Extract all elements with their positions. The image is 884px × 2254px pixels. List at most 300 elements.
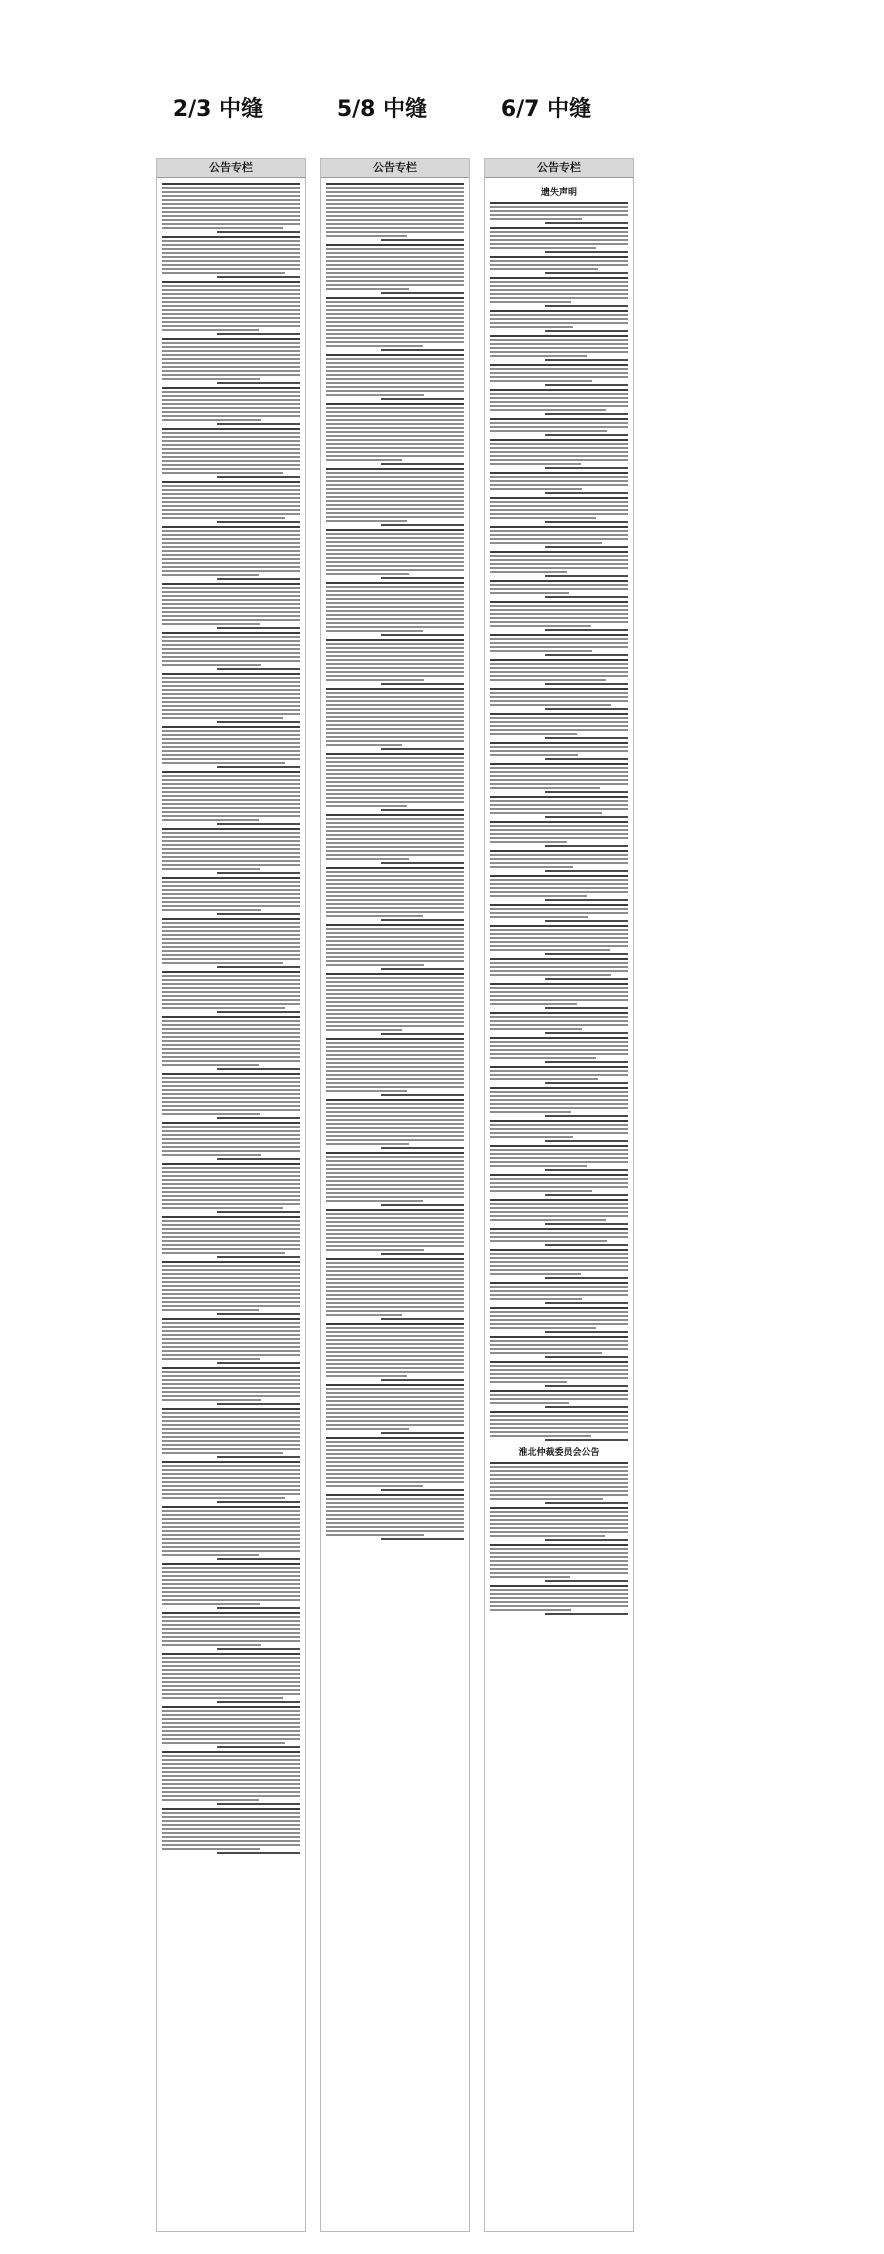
text-line <box>326 1445 464 1447</box>
text-line <box>326 1225 464 1227</box>
text-line <box>162 1101 300 1103</box>
text-line <box>490 297 628 299</box>
notice-entry <box>490 439 628 469</box>
text-line <box>326 712 464 714</box>
text-line <box>490 1470 628 1472</box>
text-line <box>490 1053 628 1055</box>
notice-entry <box>326 183 464 241</box>
text-line <box>162 926 300 928</box>
signoff-line <box>381 1379 464 1381</box>
notice-entry <box>490 958 628 980</box>
text-line <box>326 1001 464 1003</box>
text-line <box>162 922 300 924</box>
text-line <box>490 1020 628 1022</box>
text-line <box>490 613 628 615</box>
signoff-line <box>545 1082 628 1084</box>
text-line <box>162 1485 300 1487</box>
text-line <box>326 1038 464 1040</box>
text-line <box>326 1139 464 1141</box>
text-line <box>490 1157 628 1159</box>
notice-entry <box>162 1163 300 1213</box>
signoff-line <box>545 1502 628 1504</box>
notice-entry <box>490 202 628 224</box>
text-line <box>162 191 300 193</box>
text-line <box>162 329 259 331</box>
text-line <box>326 248 464 250</box>
text-line <box>326 1530 464 1532</box>
text-line <box>326 773 464 775</box>
text-line <box>490 405 628 407</box>
text-line <box>490 1111 571 1113</box>
text-line <box>162 1391 300 1393</box>
text-line <box>326 639 464 641</box>
signoff-line <box>545 920 628 922</box>
text-line <box>162 1799 259 1801</box>
notice-entry <box>490 1228 628 1246</box>
text-line <box>162 1252 285 1254</box>
text-line <box>326 358 464 360</box>
text-line <box>490 1431 628 1433</box>
text-line <box>326 814 464 816</box>
text-line <box>162 428 300 430</box>
text-line <box>162 1751 300 1753</box>
text-line <box>326 805 407 807</box>
text-line <box>326 1282 464 1284</box>
text-line <box>326 1270 464 1272</box>
text-line <box>162 1550 300 1552</box>
text-line <box>162 1542 300 1544</box>
text-line <box>162 664 261 666</box>
text-line <box>162 240 300 242</box>
text-line <box>162 701 300 703</box>
text-line <box>490 1593 628 1595</box>
text-line <box>490 754 578 756</box>
notice-entry <box>162 1016 300 1070</box>
text-line <box>162 1730 300 1732</box>
text-line <box>490 821 628 823</box>
text-line <box>162 803 300 805</box>
text-line <box>490 671 628 673</box>
text-line <box>326 512 464 514</box>
notice-entry <box>490 1585 628 1615</box>
text-line <box>326 1347 464 1349</box>
text-line <box>326 728 464 730</box>
text-line <box>490 804 628 806</box>
text-line <box>162 1354 300 1356</box>
text-line <box>162 464 300 466</box>
text-line <box>162 378 260 380</box>
notice-entry <box>162 338 300 384</box>
text-line <box>490 1576 570 1578</box>
signoff-line <box>217 1068 300 1070</box>
signoff-line <box>217 966 300 968</box>
text-line <box>162 1060 300 1062</box>
notice-entry <box>490 688 628 710</box>
text-line <box>162 387 300 389</box>
text-line <box>162 1836 300 1838</box>
text-line <box>162 187 300 189</box>
text-line <box>326 858 409 860</box>
text-line <box>326 1241 464 1243</box>
signoff-line <box>381 1538 464 1540</box>
signoff-line <box>217 1701 300 1703</box>
text-line <box>490 1323 628 1325</box>
text-line <box>326 337 464 339</box>
text-line <box>162 1346 300 1348</box>
text-line <box>162 1738 300 1740</box>
notice-entry <box>490 821 628 847</box>
notice-entry <box>490 1411 628 1441</box>
text-line <box>490 625 591 627</box>
text-line <box>162 493 300 495</box>
text-line <box>162 395 300 397</box>
notice-entry <box>490 1087 628 1117</box>
notice-entry <box>490 713 628 739</box>
text-line <box>162 1383 300 1385</box>
text-line <box>162 1714 300 1716</box>
text-line <box>162 1003 300 1005</box>
text-line <box>162 566 300 568</box>
text-line <box>490 895 587 897</box>
text-line <box>162 1820 300 1822</box>
notice-entry <box>490 1174 628 1196</box>
text-line <box>162 391 300 393</box>
text-line <box>162 1028 300 1030</box>
signoff-line <box>217 1362 300 1364</box>
text-line <box>162 750 300 752</box>
text-line <box>490 779 628 781</box>
text-line <box>326 1258 464 1260</box>
text-line <box>162 1828 300 1830</box>
text-line <box>162 1032 300 1034</box>
text-line <box>490 721 628 723</box>
text-line <box>326 1021 464 1023</box>
text-line <box>326 231 464 233</box>
text-line <box>490 1486 628 1488</box>
text-line <box>490 1605 628 1607</box>
text-line <box>490 1531 628 1533</box>
text-line <box>162 211 300 213</box>
text-line <box>162 611 300 613</box>
text-line <box>490 1103 628 1105</box>
text-line <box>162 1518 300 1520</box>
text-line <box>490 937 628 939</box>
text-line <box>326 761 464 763</box>
text-line <box>162 1395 300 1397</box>
signoff-line <box>545 1140 628 1142</box>
text-line <box>490 829 628 831</box>
text-line <box>326 280 464 282</box>
text-line <box>326 655 464 657</box>
signoff-line <box>217 823 300 825</box>
text-line <box>490 983 628 985</box>
signoff-line <box>381 809 464 811</box>
text-line <box>162 534 300 536</box>
text-line <box>162 677 300 679</box>
text-line <box>162 1289 300 1291</box>
text-line <box>326 1099 464 1101</box>
text-line <box>326 1404 464 1406</box>
text-line <box>162 1142 300 1144</box>
signoff-line <box>545 1277 628 1279</box>
text-line <box>326 704 464 706</box>
text-line <box>162 1338 300 1340</box>
text-line <box>490 750 628 752</box>
text-line <box>162 1293 300 1295</box>
text-line <box>490 513 628 515</box>
column-body <box>157 178 305 1854</box>
notice-entry <box>326 753 464 811</box>
notice-entry <box>490 925 628 955</box>
text-line <box>326 895 464 897</box>
text-line <box>490 551 628 553</box>
text-line <box>162 1105 300 1107</box>
text-line <box>162 550 300 552</box>
text-line <box>490 787 600 789</box>
text-line <box>490 875 628 877</box>
text-line <box>326 223 464 225</box>
text-line <box>162 350 300 352</box>
text-line <box>162 1461 300 1463</box>
text-line <box>162 1387 300 1389</box>
text-line <box>162 1187 300 1189</box>
text-line <box>490 659 628 661</box>
text-line <box>490 314 628 316</box>
text-line <box>326 688 464 690</box>
text-line <box>162 1628 300 1630</box>
text-line <box>162 583 300 585</box>
text-line <box>490 1336 628 1338</box>
notice-entry <box>490 335 628 361</box>
text-line <box>490 991 628 993</box>
signoff-line <box>217 1403 300 1405</box>
text-line <box>162 1175 300 1177</box>
text-line <box>490 808 628 810</box>
text-line <box>162 754 300 756</box>
text-line <box>326 1054 464 1056</box>
text-line <box>162 1546 300 1548</box>
text-line <box>326 736 464 738</box>
text-line <box>162 1522 300 1524</box>
text-line <box>326 1135 464 1137</box>
text-line <box>326 545 464 547</box>
text-line <box>162 591 300 593</box>
signoff-line <box>381 577 464 579</box>
notice-column-3 <box>484 158 634 2232</box>
signoff-line <box>217 627 300 629</box>
signoff-line <box>217 1607 300 1609</box>
text-line <box>326 565 464 567</box>
text-line <box>326 708 464 710</box>
text-line <box>162 652 300 654</box>
signoff-line <box>545 305 628 307</box>
text-line <box>326 956 464 958</box>
text-line <box>326 1343 464 1345</box>
text-line <box>326 1107 464 1109</box>
text-line <box>162 1097 300 1099</box>
text-line <box>490 1037 628 1039</box>
text-line <box>326 785 464 787</box>
text-line <box>490 1597 628 1599</box>
text-line <box>326 765 464 767</box>
text-line <box>162 1448 300 1450</box>
text-line <box>162 1469 300 1471</box>
text-line <box>326 284 464 286</box>
text-line <box>162 1036 300 1038</box>
text-line <box>326 1485 423 1487</box>
text-line <box>162 1795 300 1797</box>
text-line <box>162 1113 260 1115</box>
text-line <box>162 1424 300 1426</box>
text-line <box>490 771 628 773</box>
text-line <box>326 1408 464 1410</box>
text-line <box>162 1432 300 1434</box>
text-line <box>162 285 300 287</box>
notice-entry <box>490 256 628 274</box>
text-line <box>490 621 628 623</box>
text-line <box>162 1216 300 1218</box>
text-line <box>490 430 607 432</box>
text-line <box>162 526 300 528</box>
notice-entry <box>490 1361 628 1387</box>
text-line <box>326 1025 464 1027</box>
text-line <box>162 758 300 760</box>
text-line <box>326 997 464 999</box>
text-line <box>490 542 602 544</box>
text-line <box>326 1156 464 1158</box>
text-line <box>326 647 464 649</box>
text-line <box>326 1005 464 1007</box>
text-line <box>162 223 300 225</box>
text-line <box>162 962 283 964</box>
notice-entry <box>490 1390 628 1408</box>
text-line <box>326 1384 464 1386</box>
text-line <box>162 1130 300 1132</box>
text-line <box>162 1056 300 1058</box>
text-line <box>162 1681 300 1683</box>
text-line <box>162 1134 300 1136</box>
text-line <box>162 444 300 446</box>
text-line <box>326 1229 464 1231</box>
text-line <box>490 326 573 328</box>
text-line <box>162 995 300 997</box>
text-line <box>490 393 628 395</box>
text-line <box>162 681 300 683</box>
text-line <box>490 318 628 320</box>
text-line <box>490 1435 591 1437</box>
text-line <box>162 636 300 638</box>
notice-entry <box>326 1437 464 1491</box>
text-line <box>326 390 464 392</box>
notice-entry <box>162 583 300 629</box>
text-line <box>326 1123 464 1125</box>
notice-entry <box>490 497 628 523</box>
notice-entry <box>326 529 464 579</box>
text-line <box>490 497 628 499</box>
text-line <box>490 210 628 212</box>
text-line <box>490 1057 596 1059</box>
signoff-line <box>545 330 628 332</box>
text-line <box>162 1020 300 1022</box>
text-line <box>162 987 300 989</box>
text-line <box>490 239 628 241</box>
notice-entry <box>326 1152 464 1206</box>
text-line <box>162 1477 300 1479</box>
text-line <box>162 746 300 748</box>
text-line <box>162 1297 300 1299</box>
text-line <box>490 592 569 594</box>
text-line <box>490 733 577 735</box>
section-heading: 淮北仲裁委员会公告 <box>518 1448 600 1458</box>
notice-entry <box>326 924 464 970</box>
text-line <box>326 1502 464 1504</box>
signoff-line <box>545 1169 628 1171</box>
text-line <box>162 1697 283 1699</box>
text-line <box>326 362 464 364</box>
notice-entry <box>162 526 300 580</box>
text-line <box>326 516 464 518</box>
text-line <box>326 272 464 274</box>
text-line <box>162 1334 300 1336</box>
text-line <box>490 476 628 478</box>
text-line <box>490 650 592 652</box>
text-line <box>490 1466 628 1468</box>
text-line <box>326 993 464 995</box>
text-line <box>162 942 300 944</box>
text-line <box>162 1693 300 1695</box>
text-line <box>162 832 300 834</box>
notice-entry <box>490 983 628 1009</box>
text-line <box>326 455 464 457</box>
text-line <box>326 1168 464 1170</box>
notice-entry <box>162 726 300 768</box>
text-line <box>162 1510 300 1512</box>
notice-entry <box>326 582 464 636</box>
text-line <box>326 1375 407 1377</box>
notice-entry <box>490 1012 628 1034</box>
text-line <box>162 517 285 519</box>
text-line <box>162 909 261 911</box>
text-line <box>326 1042 464 1044</box>
signoff-line <box>545 492 628 494</box>
text-line <box>326 1465 464 1467</box>
text-line <box>162 1706 300 1708</box>
text-line <box>326 610 464 612</box>
text-line <box>162 1342 300 1344</box>
text-line <box>162 195 300 197</box>
text-line <box>326 1400 464 1402</box>
text-line <box>490 1474 628 1476</box>
text-line <box>162 1644 261 1646</box>
signoff-line <box>217 1158 300 1160</box>
text-line <box>490 1228 628 1230</box>
signoff-line <box>381 292 464 294</box>
text-line <box>326 1221 464 1223</box>
text-line <box>490 1178 628 1180</box>
text-line <box>162 317 300 319</box>
text-line <box>162 354 300 356</box>
text-line <box>326 594 464 596</box>
text-line <box>162 1089 300 1091</box>
text-line <box>490 1294 628 1296</box>
signoff-line <box>545 1194 628 1196</box>
text-line <box>162 791 300 793</box>
text-line <box>490 1402 569 1404</box>
text-line <box>162 991 300 993</box>
text-line <box>162 1150 300 1152</box>
text-line <box>162 685 300 687</box>
text-line <box>326 439 464 441</box>
